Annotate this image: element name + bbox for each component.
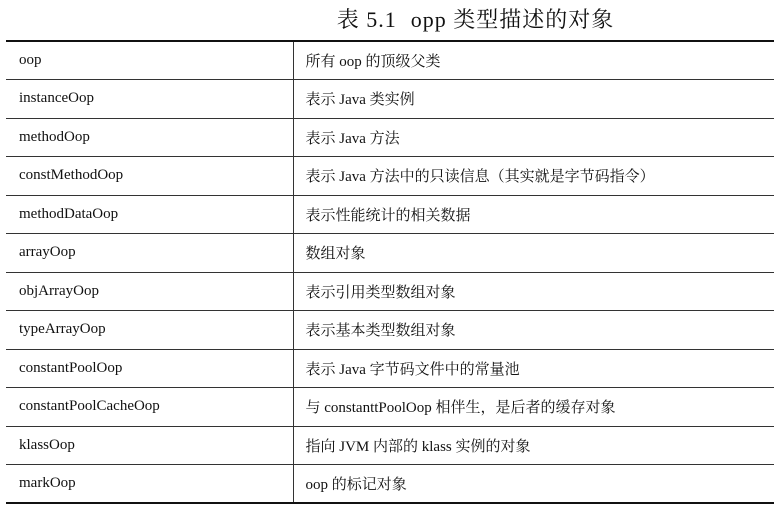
table-caption xyxy=(0,4,781,36)
oop-type-name: oop xyxy=(6,41,293,80)
table-number: 表 5.1 xyxy=(336,7,397,32)
oop-type-description: 与 constanttPoolOop 相伴生，是后者的缓存对象 xyxy=(293,388,774,427)
table-row xyxy=(6,80,774,119)
oop-type-description: oop 的标记对象 xyxy=(293,465,774,504)
oop-type-name: instanceOop xyxy=(6,80,293,119)
table-row xyxy=(6,234,774,273)
oop-type-description: 表示性能统计的相关数据 xyxy=(293,195,774,234)
oop-type-name: constMethodOop xyxy=(6,157,293,196)
oop-type-description: 指向 JVM 内部的 klass 实例的对象 xyxy=(293,426,774,465)
table-row xyxy=(6,388,774,427)
table-row xyxy=(6,349,774,388)
table-title: opp 类型描述的对象 xyxy=(410,7,615,32)
oop-type-description: 数组对象 xyxy=(293,234,774,273)
oop-type-description: 表示 Java 方法 xyxy=(293,118,774,157)
oop-type-name: markOop xyxy=(6,465,293,504)
oop-type-description: 表示 Java 类实例 xyxy=(293,80,774,119)
oop-type-description: 表示基本类型数组对象 xyxy=(293,311,774,350)
oop-type-name: klassOop xyxy=(6,426,293,465)
table-row xyxy=(6,195,774,234)
oop-type-description: 表示 Java 方法中的只读信息（其实就是字节码指令） xyxy=(293,157,774,196)
oop-type-name: constantPoolCacheOop xyxy=(6,388,293,427)
oop-type-description: 所有 oop 的顶级父类 xyxy=(293,41,774,80)
oop-type-name: methodDataOop xyxy=(6,195,293,234)
table-row xyxy=(6,157,774,196)
table-row xyxy=(6,311,774,350)
oop-type-name: typeArrayOop xyxy=(6,311,293,350)
oop-type-name: methodOop xyxy=(6,118,293,157)
oop-type-description: 表示 Java 字节码文件中的常量池 xyxy=(293,349,774,388)
oop-type-name: constantPoolOop xyxy=(6,349,293,388)
oop-type-name: objArrayOop xyxy=(6,272,293,311)
oop-type-name: arrayOop xyxy=(6,234,293,273)
table-row xyxy=(6,465,774,504)
table-row xyxy=(6,118,774,157)
table-row xyxy=(6,41,774,80)
table-row xyxy=(6,426,774,465)
table-row xyxy=(6,272,774,311)
oop-type-description: 表示引用类型数组对象 xyxy=(293,272,774,311)
oop-types-table xyxy=(6,40,774,504)
